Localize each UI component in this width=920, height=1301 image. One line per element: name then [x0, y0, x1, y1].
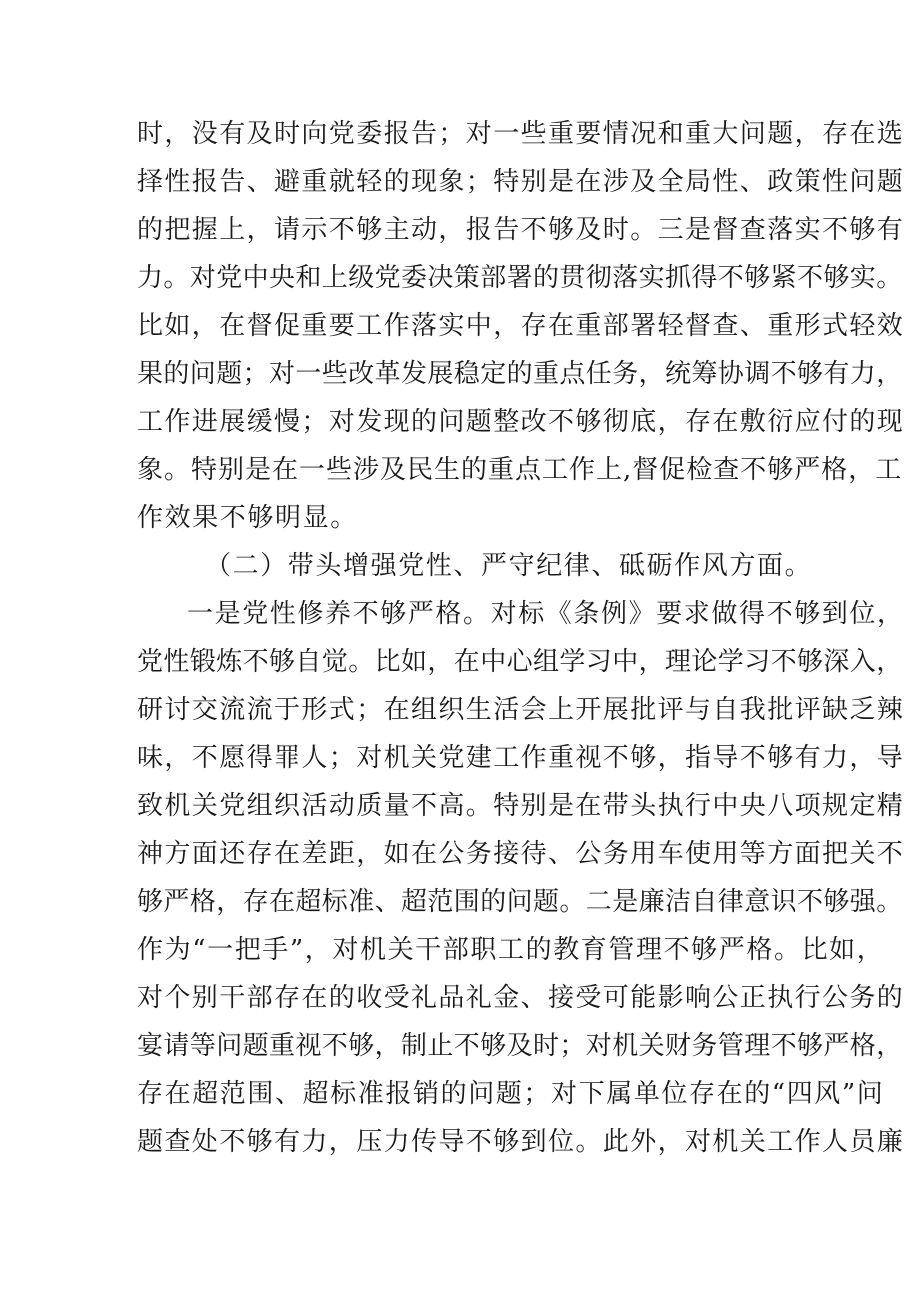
text-line: 象。特别是在一些涉及民生的重点工作上,督促检查不够严格，工	[137, 455, 903, 485]
text-line: 致机关党组织活动质量不高。特别是在带头执行中央八项规定精	[137, 791, 905, 821]
section-heading: （二）带头增强党性、严守纪律、砥砺作风方面。	[205, 551, 813, 581]
text-line: 作为“一把手”，对机关干部职工的教育管理不够严格。比如，	[137, 935, 885, 965]
text-line: 党性锻炼不够自觉。比如，在中心组学习中，理论学习不够深入，	[137, 647, 903, 677]
paragraph-first-line: 一是党性修养不够严格。对标《条例》要求做得不够到位，	[187, 599, 905, 629]
text-line: 力。对党中央和上级党委决策部署的贯彻落实抓得不够紧不够实。	[137, 263, 903, 293]
text-line: 研讨交流流于形式；在组织生活会上开展批评与自我批评缺乏辣	[137, 695, 905, 725]
text-line: 够严格，存在超标准、超范围的问题。二是廉洁自律意识不够强。	[137, 887, 903, 917]
text-line: 的把握上，请示不够主动，报告不够及时。三是督查落实不够有	[137, 215, 905, 245]
text-line: 时，没有及时向党委报告；对一些重要情况和重大问题，存在选	[137, 119, 905, 149]
text-line: 宴请等问题重视不够，制止不够及时；对机关财务管理不够严格，	[137, 1031, 903, 1061]
text-line: 对个别干部存在的收受礼品礼金、接受可能影响公正执行公务的	[137, 983, 905, 1013]
text-line: 存在超范围、超标准报销的问题；对下属单位存在的“四风”问	[137, 1079, 885, 1109]
text-line: 作效果不够明显。	[137, 503, 358, 533]
text-line: 工作进展缓慢；对发现的问题整改不够彻底，存在敷衍应付的现	[137, 407, 905, 437]
text-line: 题查处不够有力，压力传导不够到位。此外，对机关工作人员廉	[137, 1127, 905, 1157]
text-line: 择性报告、避重就轻的现象；特别是在涉及全局性、政策性问题	[137, 167, 905, 197]
text-line: 神方面还存在差距，如在公务接待、公务用车使用等方面把关不	[137, 839, 905, 869]
text-line: 比如，在督促重要工作落实中，存在重部署轻督查、重形式轻效	[137, 311, 905, 341]
text-line: 味，不愿得罪人；对机关党建工作重视不够，指导不够有力，导	[137, 743, 905, 773]
text-line: 果的问题；对一些改革发展稳定的重点任务，统筹协调不够有力，	[137, 359, 903, 389]
